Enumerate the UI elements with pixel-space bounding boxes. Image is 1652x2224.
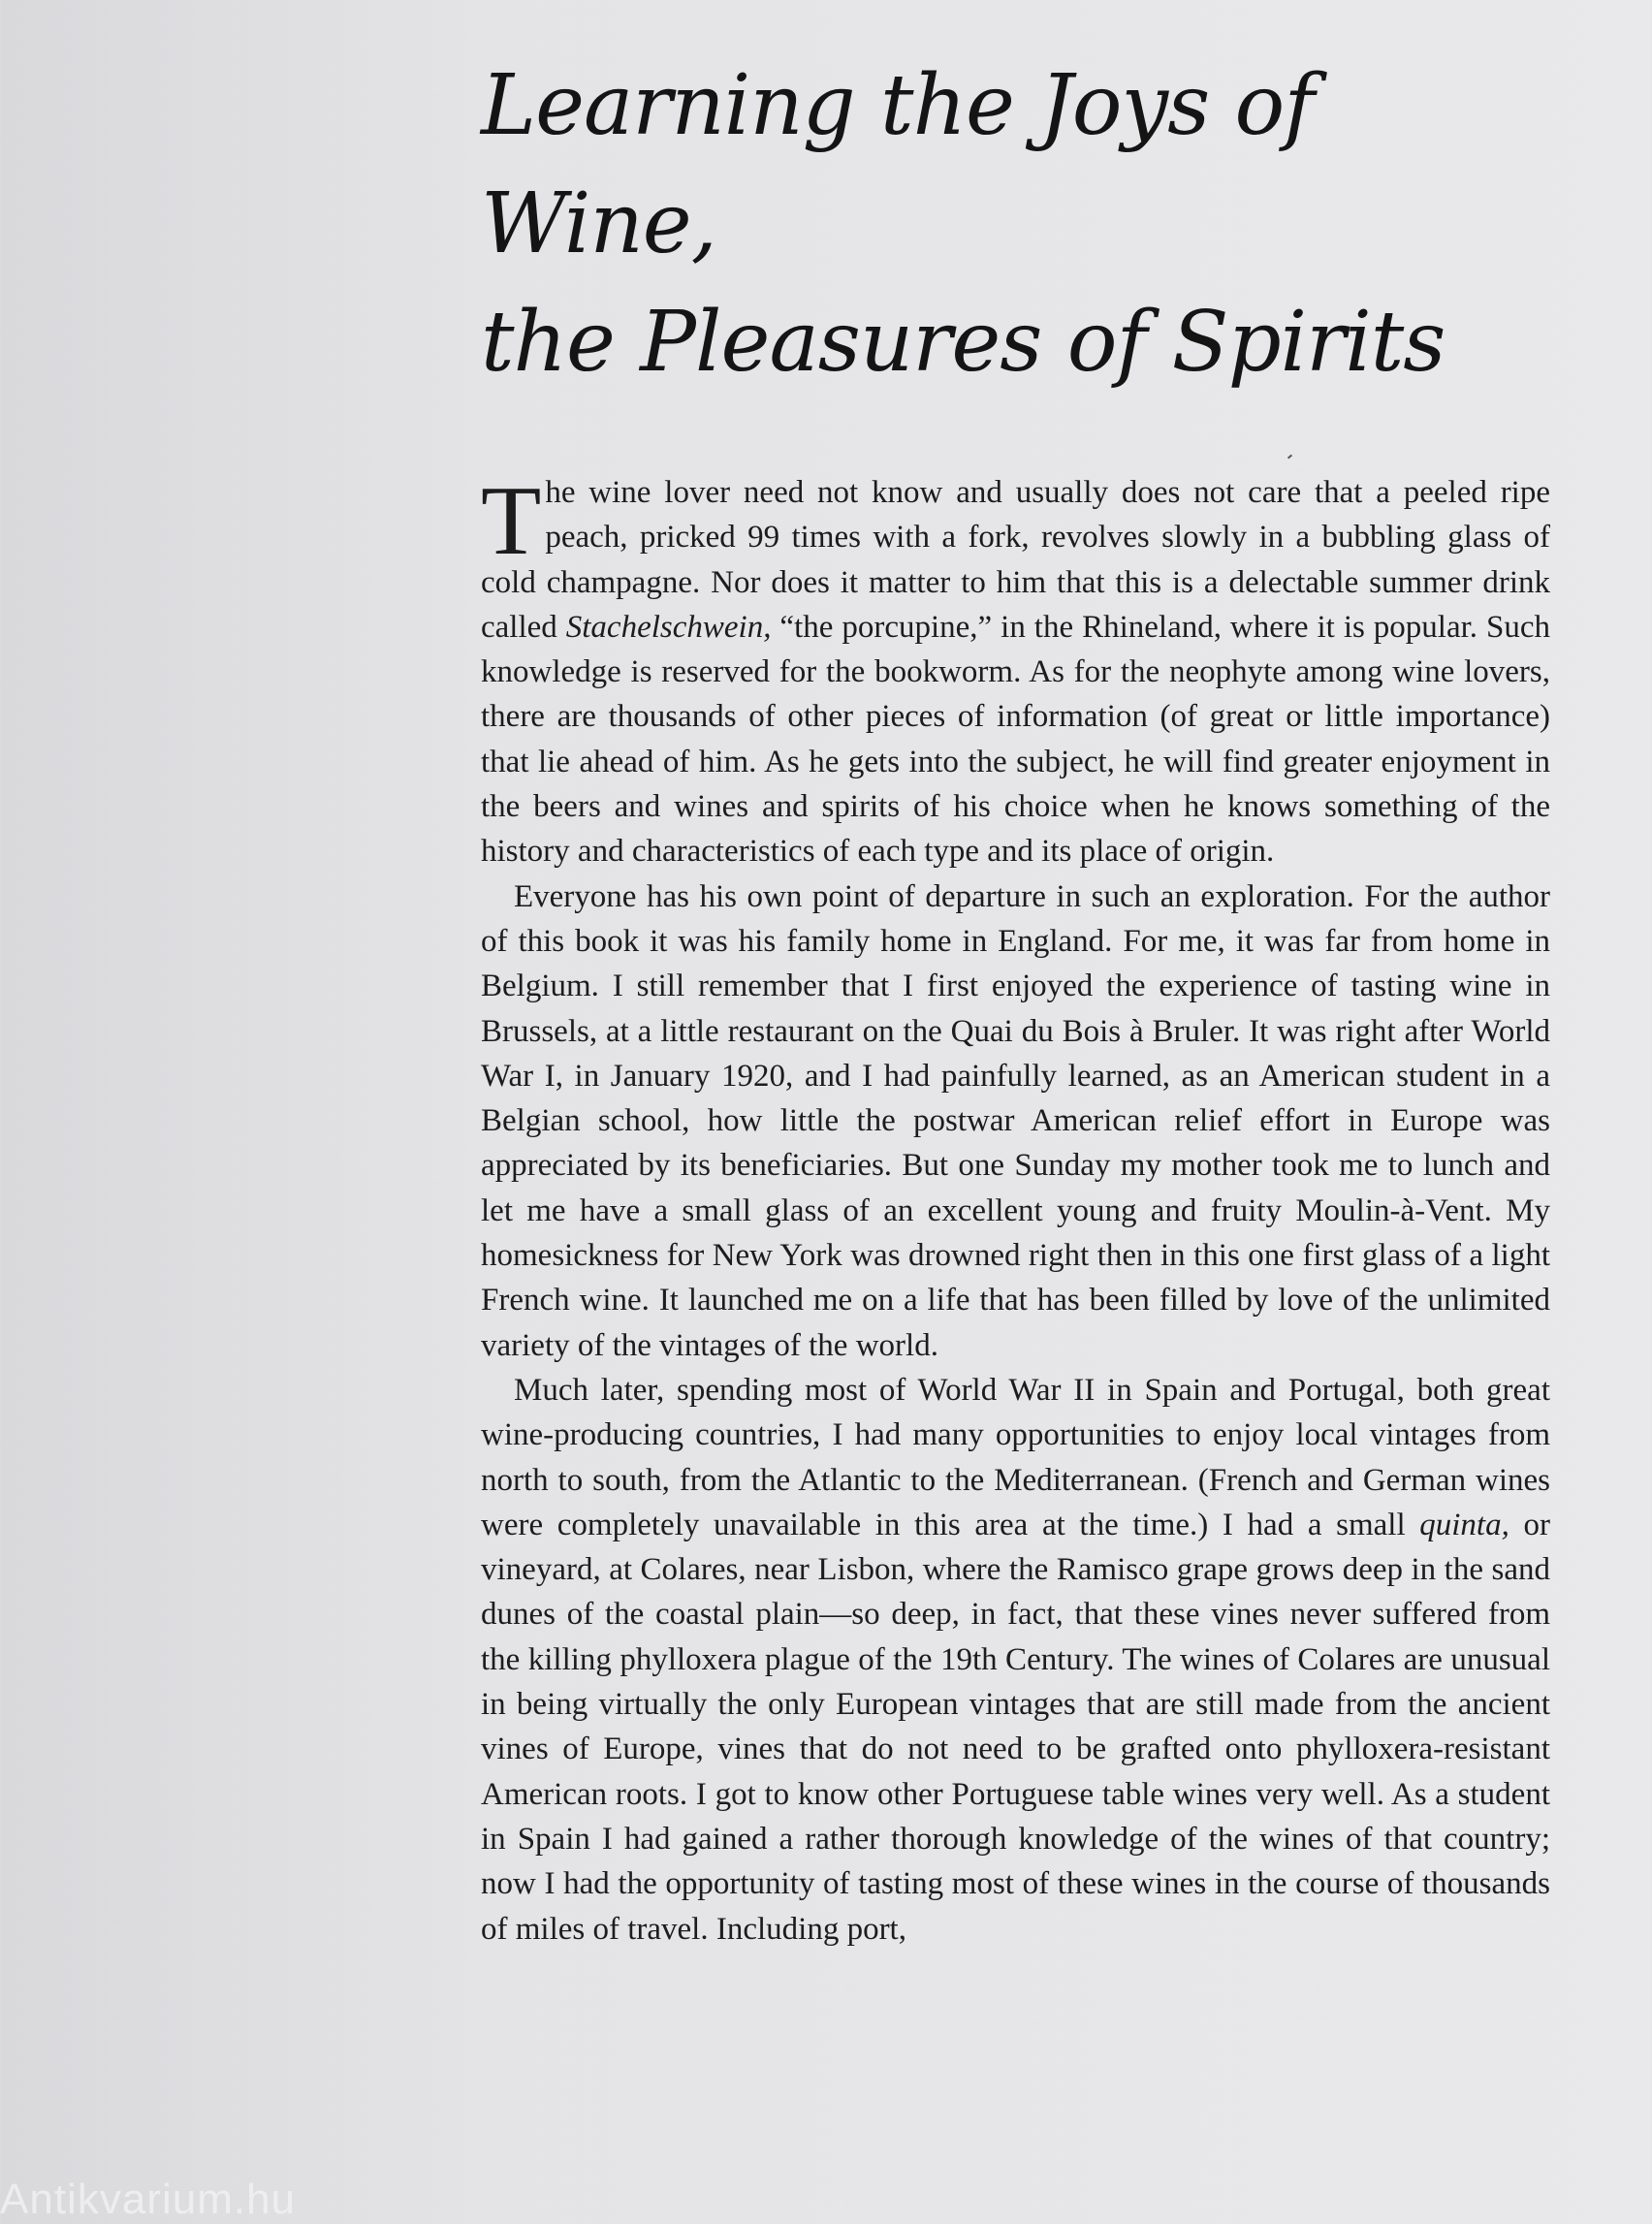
paragraph-1-text-a: he wine lover need not know and usually does not care that a peeled ripe peach, pricked 99 times with a fork, revolves slowly in a bubbling glass of cold champagne. Nor does it matter to him that this is a delectable summer drink called bbox=[481, 475, 1550, 645]
paragraph-2: Everyone has his own point of departure in such an exploration. For the author of this book it was his family home in England. For me, it was far from home in Belgium. I still remember that I first enjoyed the experience of tasting wine in Brussels, at a little restaurant on the Quai du Bois à Bruler. It was right after World War I, in January 1920, and I had painfully learned, as an American student in a Belgian school, how little the postwar American relief effort in Europe was appreciated by its beneficiaries. But one Sunday my mother took me to lunch and let me have a small glass of an excellent young and fruity Moulin-à-Vent. My homesickness for New York was drowned right then in this one first glass of a light French wine. It launched me on a life that has been filled by love of the unlimited variety of the vintages of the world. bbox=[481, 878, 1550, 1363]
page-title bbox=[481, 47, 1547, 401]
stray-mark bbox=[1287, 455, 1292, 460]
title-line-2: the Pleasures of Spirits bbox=[481, 294, 1446, 391]
drop-cap: T bbox=[481, 466, 542, 576]
paragraph-1-text-b: “the porcupine,” in the Rhineland, where it is popular. Such knowledge is reserved for the bookworm. As for the neophyte among wine lovers, there are thousands of other pieces of information (of great or little importance) that lie ahead of him. As he gets into the subject, he will find greater enjoyment in the beers and wines and spirits of his choice when he knows something of the history and characteristics of each type and its place of origin. bbox=[481, 609, 1550, 870]
article-body bbox=[481, 466, 1550, 1952]
paragraph-3-text-a: Much later, spending most of World War II in Spain and Portugal, both great wine-producing countries, I had many opportunities to enjoy local vintages from north to south, from the Atlantic to the Mediterranean. (French and German wines were completely unavailable in this area at the time.) I had a small bbox=[481, 1372, 1550, 1542]
title-line-1: Learning the Joys of Wine, bbox=[481, 57, 1315, 272]
paragraph-1 bbox=[481, 466, 1550, 874]
paragraph-1-italic: Stachelschwein, bbox=[565, 609, 772, 645]
paragraph-3-text-b: or vineyard, at Colares, near Lisbon, where the Ramisco grape grows deep in the sand dunes of the coastal plain—so deep, in fact, that these vines never suffered from the killing phylloxera plague of the 19th Century. The wines of Colares are unusual in being virtually the only European vintages that are still made from the ancient vines of Europe, vines that do not need to be grafted onto phylloxera-resistant American roots. I got to know other Portuguese table wines very well. As a student in Spain I had gained a rather thorough knowledge of the wines of that country; now I had the opportunity of tasting most of these wines in the course of thousands of miles of travel. Including port, bbox=[481, 1507, 1550, 1947]
paragraph-3 bbox=[481, 1368, 1550, 1952]
watermark: Antikvarium.hu bbox=[0, 2176, 297, 2223]
paragraph-3-italic: quinta, bbox=[1419, 1507, 1509, 1542]
